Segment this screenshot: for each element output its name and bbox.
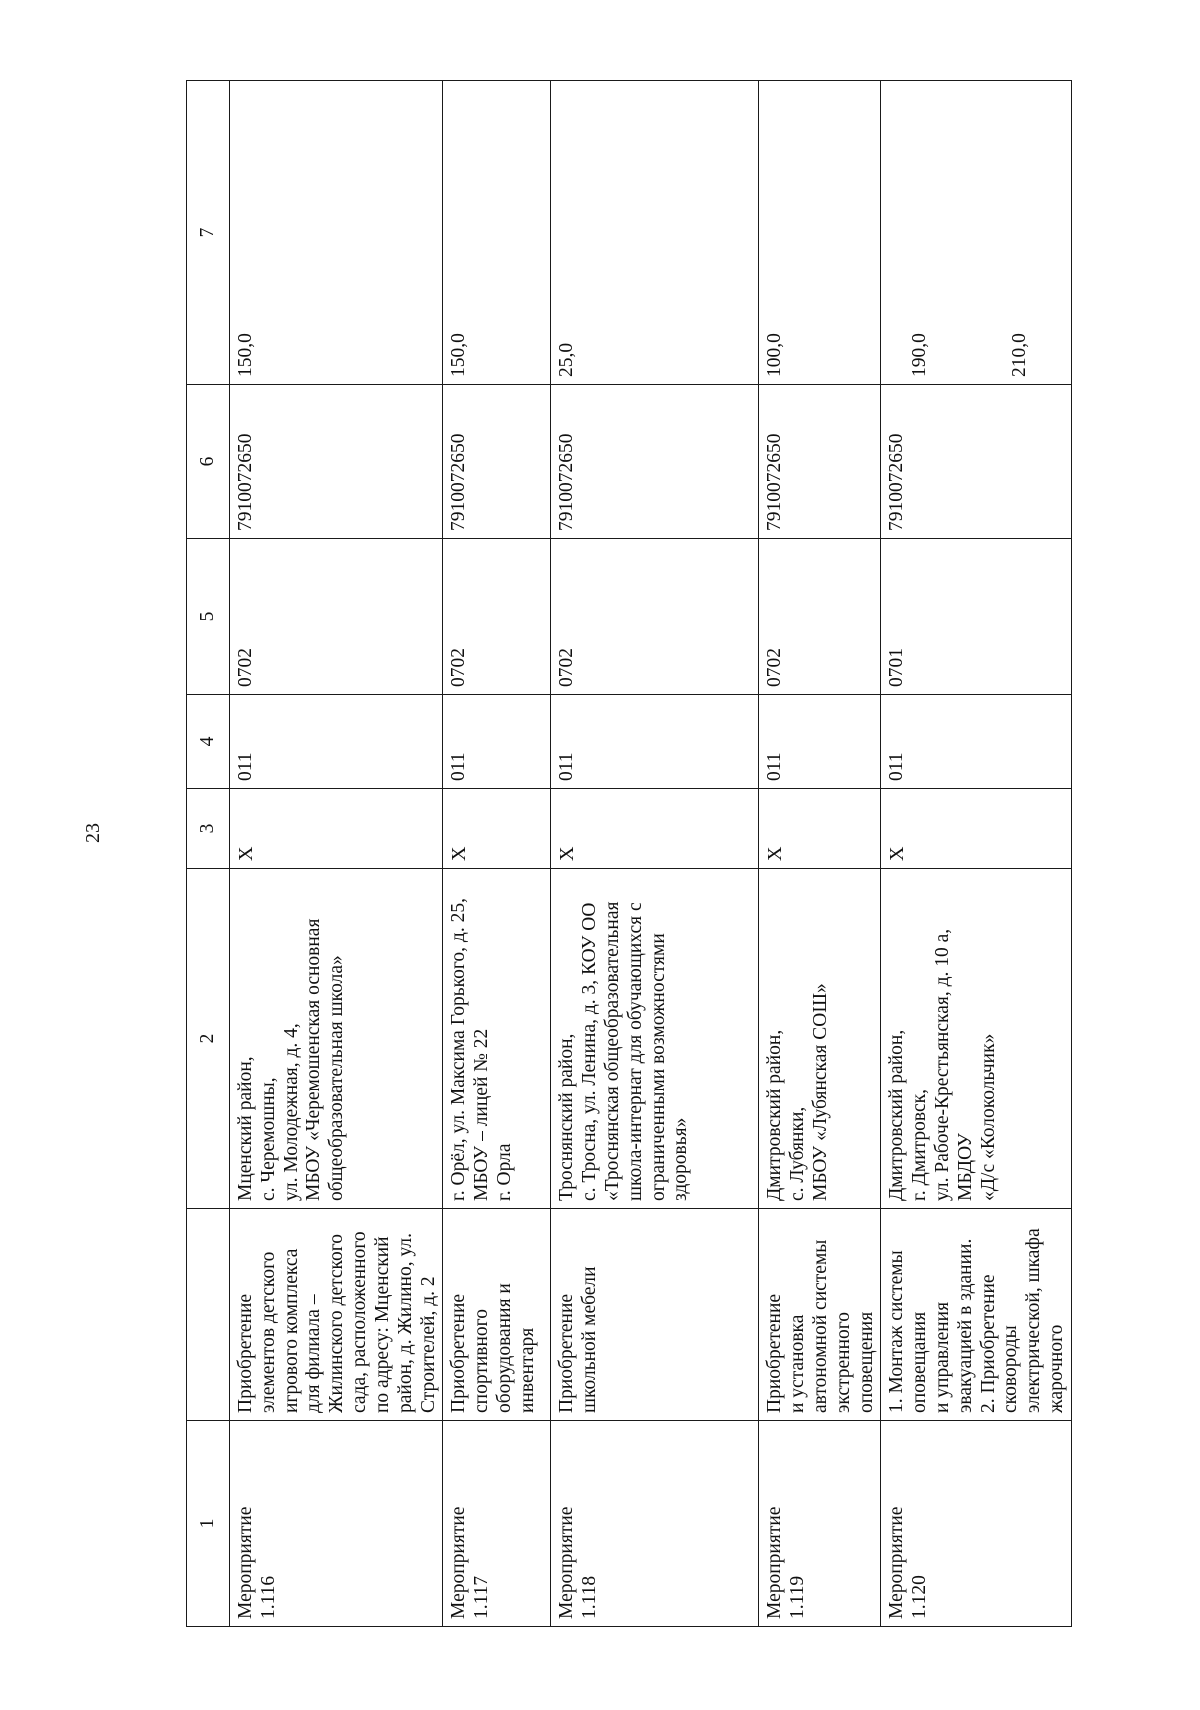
header-cell: 3: [187, 789, 230, 869]
event-cell: Мероприятие 1.119: [759, 1421, 881, 1627]
table-row: [230, 81, 443, 1627]
description-cell: 1. Монтаж системы оповещания и управления эвакуацией в здании. 2. Приобретение сковороды электрической, шкафа жарочного: [881, 1209, 1072, 1421]
description-cell: Приобретение и установка автономной системы экстренного оповещения: [759, 1209, 881, 1421]
address-cell: Троснянский район, с. Тросна, ул. Ленина, д. 3, КОУ ОО «Троснянская общеобразовательная школа-интернат для обучающихся с ограниченными возможностями здоровья»: [551, 869, 759, 1209]
address-cell: Дмитровский район, г. Дмитровск, ул. Рабоче-Крестьянская, д. 10 а, МБДОУ «Д/с «Колокольчик»: [881, 869, 1072, 1209]
target-cell: 7910072650: [881, 385, 1072, 539]
amount-value: 25,0: [556, 342, 578, 377]
amount-cell: [230, 81, 443, 385]
target-cell: 7910072650: [551, 385, 759, 539]
target-cell: 7910072650: [759, 385, 881, 539]
table-row: [551, 81, 759, 1627]
description-cell: Приобретение спортивного оборудования и инвентаря: [443, 1209, 551, 1421]
header-cell: 5: [187, 539, 230, 695]
amount-value: 150,0: [448, 333, 470, 377]
code-cell: 011: [881, 695, 1072, 789]
header-cell: [187, 1209, 230, 1421]
event-cell: Мероприятие 1.118: [551, 1421, 759, 1627]
target-cell: 7910072650: [230, 385, 443, 539]
amount-value: 100,0: [764, 333, 786, 377]
code-cell: 011: [443, 695, 551, 789]
header-cell: 2: [187, 869, 230, 1209]
section-cell: 0702: [443, 539, 551, 695]
section-cell: 0702: [759, 539, 881, 695]
event-cell: Мероприятие 1.116: [230, 1421, 443, 1627]
x-mark-cell: Х: [551, 789, 759, 869]
x-mark-cell: Х: [881, 789, 1072, 869]
event-cell: Мероприятие 1.117: [443, 1421, 551, 1627]
amount-value: 190,0: [909, 333, 931, 377]
section-cell: 0702: [551, 539, 759, 695]
amount-value: 150,0: [235, 333, 256, 377]
rotated-table-container: [186, 81, 1066, 1627]
header-cell: 6: [187, 385, 230, 539]
code-cell: 011: [759, 695, 881, 789]
address-cell: Дмитровский район, с. Лубянки, МБОУ «Лубянская СОШ»: [759, 869, 881, 1209]
table-header-row: [187, 81, 230, 1627]
address-cell: Мценский район, с. Черемошны, ул. Молодежная, д. 4, МБОУ «Черемошенская основная общеобразовательная школа»: [230, 869, 443, 1209]
section-cell: 0702: [230, 539, 443, 695]
amount-cell: [759, 81, 881, 385]
description-cell: Приобретение элементов детского игрового комплекса для филиала – Жилинского детского сада, расположенного по адресу: Мценский район, д. Жилино, ул. Строителей, д. 2: [230, 1209, 443, 1421]
section-cell: 0701: [881, 539, 1072, 695]
header-cell: 4: [187, 695, 230, 789]
description-cell: Приобретение школьной мебели: [551, 1209, 759, 1421]
table-row: [443, 81, 551, 1627]
event-cell: Мероприятие 1.120: [881, 1421, 1072, 1627]
header-cell: 7: [187, 81, 230, 385]
address-cell: г. Орёл, ул. Максима Горького, д. 25, МБОУ – лицей № 22 г. Орла: [443, 869, 551, 1209]
table-row: [881, 81, 1072, 1627]
events-table: [186, 80, 1072, 1627]
x-mark-cell: Х: [230, 789, 443, 869]
page-number: 23: [82, 823, 104, 843]
x-mark-cell: Х: [759, 789, 881, 869]
amount-cell: [443, 81, 551, 385]
amount-cell: [551, 81, 759, 385]
header-cell: 1: [187, 1421, 230, 1627]
x-mark-cell: Х: [443, 789, 551, 869]
code-cell: 011: [551, 695, 759, 789]
target-cell: 7910072650: [443, 385, 551, 539]
code-cell: 011: [230, 695, 443, 789]
amount-value-second: 210,0: [1008, 333, 1030, 377]
amount-cell: [881, 81, 1072, 385]
table-row: [759, 81, 881, 1627]
